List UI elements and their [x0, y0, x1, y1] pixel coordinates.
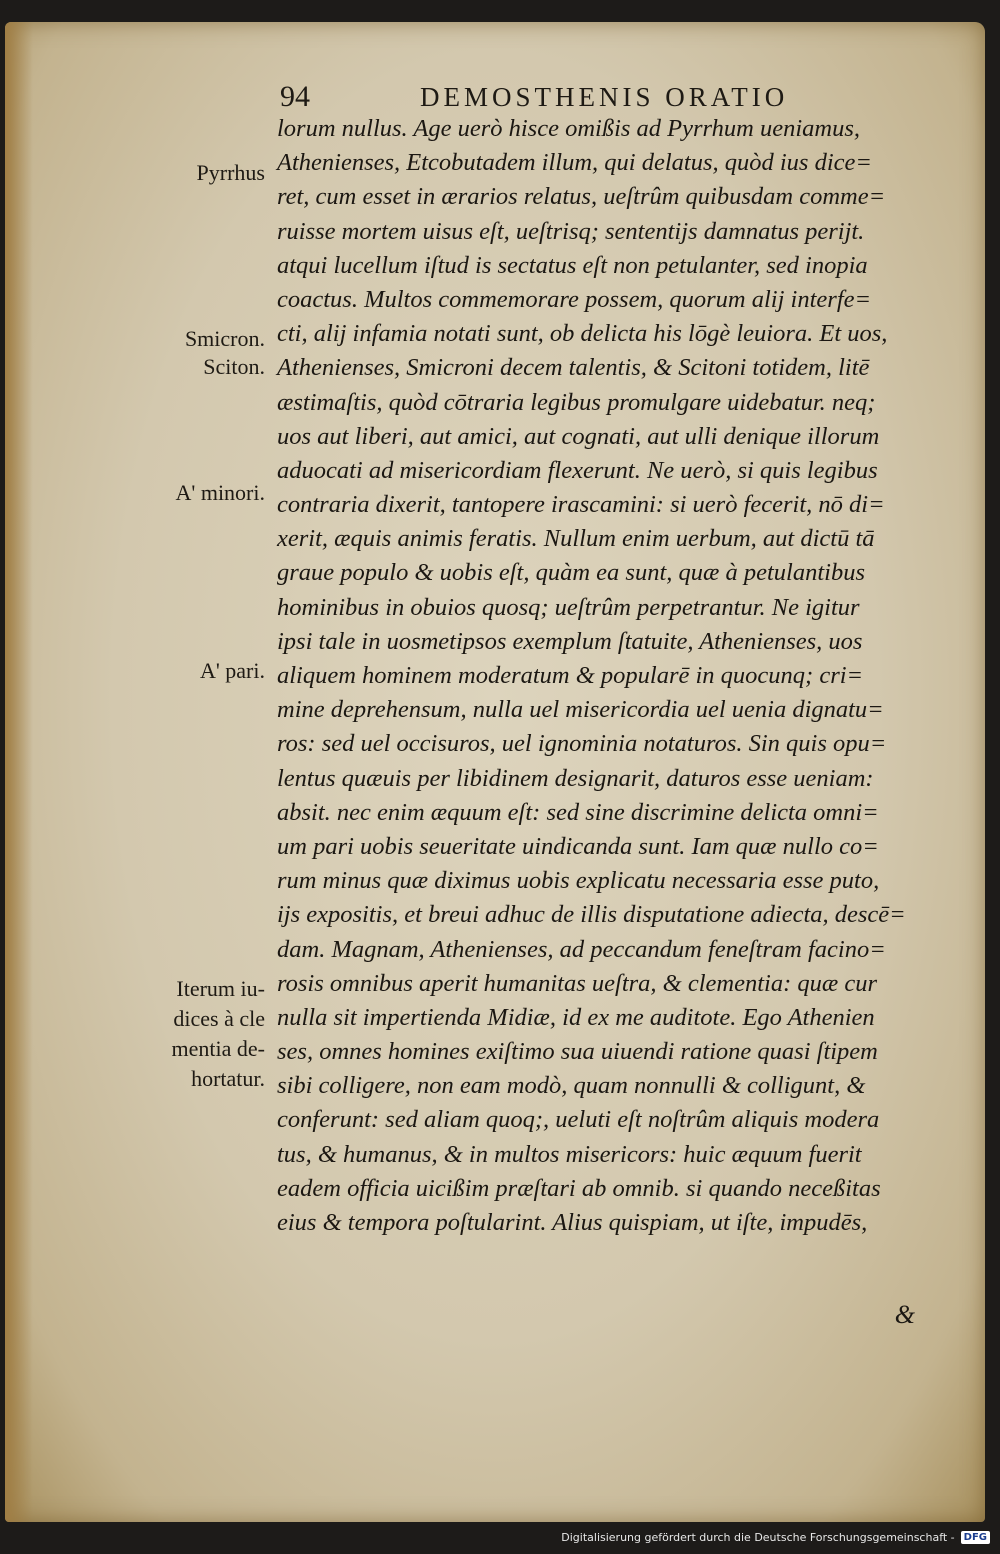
text-line: um pari uobis seueritate uindicanda sunt. Iam quæ nullo co= [277, 832, 879, 860]
digitization-footer [561, 1528, 990, 1546]
text-line: graue populo & uobis eſt, quàm ea sunt, quæ à petulantibus [277, 559, 865, 587]
text-line: aduocati ad misericordiam flexerunt. Ne uerò, si quis legibus [277, 456, 878, 484]
text-line: aliquem hominem moderatum & popularē in quocunq; cri= [277, 662, 864, 689]
text-line: dam. Magnam, Athenienses, ad peccandum feneſtram facino= [277, 935, 886, 963]
catchword: & [894, 1300, 915, 1329]
text-line: sibi colligere, non eam modò, quam nonnulli & colligunt, & [277, 1072, 866, 1100]
text-line: Athenienses, Smicroni decem talentis, & Scitoni totidem, litē [277, 354, 870, 382]
text-line: mine deprehensum, nulla uel misericordia uel uenia dignatu= [277, 696, 884, 724]
text-line: coactus. Multos commemorare possem, quorum alij interfe= [277, 285, 872, 313]
text-line: ses, omnes homines exiſtimo sua uiuendi ratione quasi ſtipem [277, 1038, 878, 1066]
text-line: tus, & humanus, & in multos misericors: huic æquum fuerit [277, 1140, 862, 1168]
page-number: 94 [280, 80, 310, 113]
margin-note-iterum-line3: mentia de- [171, 1036, 265, 1061]
margin-note-sciton: Sciton. [203, 354, 265, 379]
text-line: cti, alij infamia notati sunt, ob delicta his lōgè leuiora. Et uos, [277, 320, 888, 348]
text-line: nulla sit impertienda Midiæ, id ex me auditote. Ego Athenien [277, 1003, 875, 1031]
text-line: conferunt: sed aliam quoq;, ueluti eſt noſtrûm aliquis modera [277, 1106, 880, 1134]
text-line: contraria dixerit, tantopere irascamini: si uerò fecerit, nō di= [277, 491, 885, 519]
text-line: xerit, æquis animis feratis. Nullum enim uerbum, aut dictū tā [277, 525, 875, 553]
text-line: uos aut liberi, aut amici, aut cognati, aut ulli denique illorum [277, 422, 880, 450]
text-line: atqui lucellum iſtud is sectatus eſt non petulanter, sed inopia [277, 251, 868, 279]
margin-note-iterum-line4: hortatur. [191, 1066, 265, 1091]
footer-credit: Digitalisierung gefördert durch die Deutsche Forschungsgemeinschaft - [561, 1530, 955, 1544]
text-line: rum minus quæ diximus uobis explicatu necessaria esse puto, [277, 867, 880, 895]
text-line: ipsi tale in uosmetipsos exemplum ſtatuite, Athenienses, uos [277, 627, 863, 655]
text-line: æstimaſtis, quòd cōtraria legibus promulgare uidebatur. neq; [277, 388, 876, 416]
dfg-logo-icon: DFG [961, 1531, 990, 1544]
margin-note-smicron: Smicron. [184, 326, 265, 351]
margin-note-a-pari: A' pari. [199, 658, 265, 683]
margin-note-iterum-line2: dices à cle [173, 1006, 265, 1031]
text-line: lentus quæuis per libidinem designarit, daturos esse ueniam: [277, 764, 874, 792]
main-text-block [277, 112, 937, 1240]
text-line: ijs expositis, et breui adhuc de illis disputatione adiecta, descē= [277, 901, 906, 929]
text-line: eadem officia uicißim præſtari ab omnib. si quando neceßitas [277, 1174, 881, 1202]
margin-note-iterum-line1: Iterum iu- [176, 976, 265, 1001]
text-line: Athenienses, Etcobutadem illum, qui delatus, quòd ius dice= [277, 149, 872, 177]
text-line: ret, cum esset in ærarios relatus, ueſtrûm quibusdam comme= [277, 183, 886, 211]
margin-note-a-minori: A' minori. [175, 480, 265, 505]
page-header [280, 80, 910, 114]
margin-note-pyrrhus: Pyrrhus [196, 160, 265, 185]
running-head: DEMOSTHENIS ORATIO [420, 82, 789, 112]
text-line: rosis omnibus aperit humanitas ueſtra, & clementia: quæ cur [277, 969, 877, 997]
text-line: ros: sed uel occisuros, uel ignominia notaturos. Sin quis opu= [277, 730, 887, 758]
text-line: absit. nec enim æquum eſt: sed sine discrimine delicta omni= [277, 798, 879, 826]
text-line: eius & tempora poſtularint. Alius quispiam, ut iſte, impudēs, [277, 1209, 868, 1236]
text-line: hominibus in obuios quosq; ueſtrûm perpetrantur. Ne igitur [277, 593, 860, 621]
text-line: ruisse mortem uisus eſt, ueſtrisq; sententijs damnatus perijt. [277, 217, 865, 245]
text-line: lorum nullus. Age uerò hisce omißis ad Pyrrhum ueniamus, [277, 115, 860, 142]
page-binding-shadow [5, 22, 33, 1522]
